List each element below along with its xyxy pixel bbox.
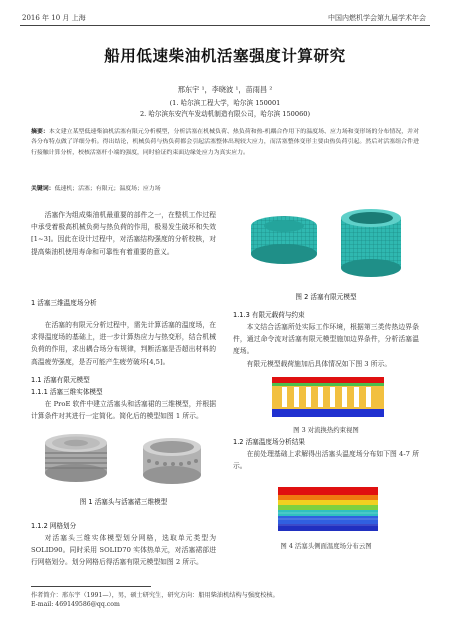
section-1-paragraph: 在活塞的有限元分析过程中，需先计算活塞的温度场，在求得温度场的基础上，进一步计算热应力与热变形，结合机械负荷的作用，求出耦合场分布规律，判断活塞是否超出材料的高温疲劳强度，是否可能产生疲劳破坏[4,5]。 xyxy=(31,321,216,366)
keywords xyxy=(31,183,419,192)
affiliation-2: 2. 哈尔滨东安汽车发动机制造有限公司，哈尔滨 150060) xyxy=(139,110,311,118)
author-email: E-mail: 469149586@qq.com xyxy=(31,601,120,608)
mesh-piston-head xyxy=(251,216,317,264)
paper-title: 船用低速柴油机活塞强度计算研究 xyxy=(104,47,346,65)
header-date-location: 2016 年 10 月 上海 xyxy=(22,14,86,22)
footnote-rule xyxy=(31,586,151,587)
section-1-1-2-paragraph: 对活塞头三维实体模型划分网格，选取单元类型为 SOLID90。同时采用 SOLID70 实体热单元，对活塞裙部进行网格划分。划分网格后得活塞有限元模型如图 2 所示。 xyxy=(31,534,216,567)
section-1-1-3-paragraph: 本文结合活塞所处实际工作环境，根据第三类传热边界条件，通过命令流对活塞有限元模型施加边界条件，分析活塞温度场。 有限元模型载荷施加后具体情况如下图 3 所示。 xyxy=(233,323,419,368)
piston-skirt-model xyxy=(143,438,201,484)
figure-3-convection-constraint-view xyxy=(268,373,388,421)
section-1-1-2-heading: 1.1.2 网格划分 xyxy=(31,522,77,530)
abstract-label: 摘要： xyxy=(31,129,49,135)
section-1-1-heading: 1.1 活塞有限元模型 xyxy=(31,376,90,384)
keywords-text: 低速机；活塞；有限元；温度场；应力场 xyxy=(54,186,161,192)
affiliation-1: (1. 哈尔滨工程大学，哈尔滨 150001 xyxy=(169,99,281,107)
figure-3-caption: 图 3 对流换热约束视图 xyxy=(293,426,359,434)
figure-1-piston-model xyxy=(31,431,216,493)
section-1-1-1-heading: 1.1.1 活塞三维实体模型 xyxy=(31,388,103,396)
author-footnote: 作者简介：邢东宇（1991—），男，硕士研究生，研究方向：船用柴油机结构与强度校核。 xyxy=(31,592,279,599)
running-header xyxy=(20,11,430,25)
section-1-heading: 1 活塞三维温度场分析 xyxy=(31,299,97,307)
section-1-1-3-heading: 1.1.3 有限元载荷与约束 xyxy=(233,311,305,319)
figure-1-caption: 图 1 活塞头与活塞裙三维模型 xyxy=(79,498,168,506)
piston-head-model xyxy=(45,434,107,482)
abstract xyxy=(31,127,419,158)
keywords-label: 关键词： xyxy=(31,186,55,192)
author-list: 邢东宇 ¹，李晓波 ¹，苗雨昌 ² xyxy=(177,85,273,94)
intro-paragraph: 活塞作为组成柴油机最重要的部件之一，在整机工作过程中承受着极高机械负荷与热负荷的作用，极易发生破坏和失效[1~3]。因此在设计过程中，对活塞结构强度的分析校核，对提高柴油机使用寿命和可靠性有着重要的意义。 xyxy=(31,211,216,256)
section-1-2-paragraph: 在前处理基础上求解得出活塞头温度场分布如下图 4-7 所示。 xyxy=(233,450,419,471)
section-1-1-1-paragraph: 在 ProE 软件中建立活塞头和活塞裙的三维模型，并根据计算条件对其进行一定简化。简化后的模型如图 1 所示。 xyxy=(31,400,216,421)
header-rule xyxy=(20,25,430,26)
mesh-piston-skirt xyxy=(341,209,401,277)
header-conference: 中国内燃机学会第九届学术年会 xyxy=(328,14,426,22)
abstract-text: 本文建立某型低速柴油机活塞有限元分析模型，分析活塞在机械负荷、热负荷和热-机耦合作用下的温度场、应力场和变形场的分布情况，并对各分布特点做了详细分析。得出结论，机械负荷与热负荷都会引起活塞整体出现较大应力，而活塞整体变形主要由热负荷引起。然后对活塞组合件进行接触计算分析，校核活塞杆小端的强度，同时验证约束面边缘处应力为真实应力。 xyxy=(31,129,420,156)
figure-4-temperature-contour xyxy=(268,481,388,537)
figure-2-caption: 图 2 活塞有限元模型 xyxy=(295,293,357,301)
section-1-2-heading: 1.2 活塞温度场分析结果 xyxy=(233,438,305,446)
figure-4-caption: 图 4 活塞头侧面温度场分布云图 xyxy=(280,542,372,550)
figure-2-fe-mesh-model xyxy=(233,204,419,288)
